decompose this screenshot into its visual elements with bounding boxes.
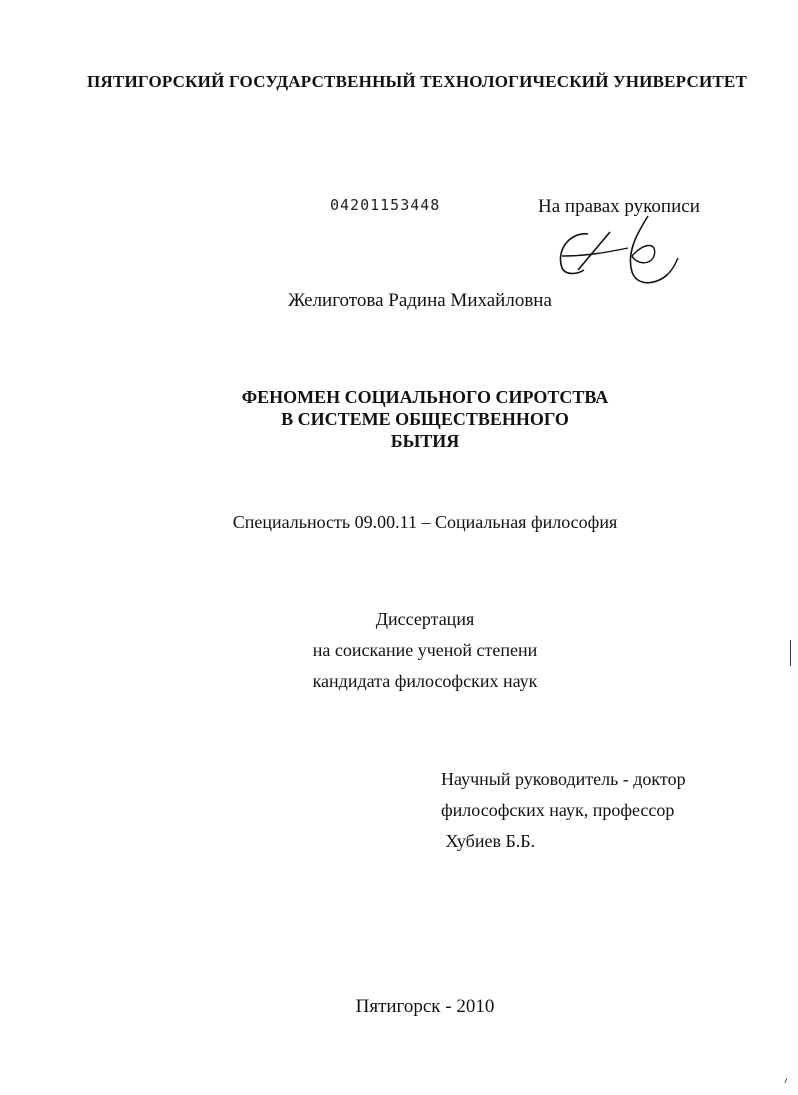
author-name: Желиготова Радина Михайловна xyxy=(288,290,552,311)
thesis-description xyxy=(0,604,798,697)
supervisor-line: Научный руководитель - доктор xyxy=(441,769,686,789)
supervisor-line: философских наук, профессор xyxy=(441,800,675,820)
signature-icon xyxy=(548,212,688,296)
university-name: ПЯТИГОРСКИЙ ГОСУДАРСТВЕННЫЙ ТЕХНОЛОГИЧЕСКИЙ УНИВЕРСИТЕТ xyxy=(87,72,747,91)
thesis-line: Диссертация xyxy=(375,609,475,629)
supervisor-line: Хубиев Б.Б. xyxy=(441,831,536,851)
title-line: БЫТИЯ xyxy=(390,431,460,451)
specialty-line: Специальность 09.00.11 – Социальная философия xyxy=(232,512,618,532)
manuscript-rights-label: На правах рукописи xyxy=(538,196,700,217)
thesis-line: на соискание ученой степени xyxy=(312,640,538,660)
document-number: 04201153448 xyxy=(330,196,441,214)
title-line: ФЕНОМЕН СОЦИАЛЬНОГО СИРОТСТВА xyxy=(241,387,609,407)
thesis-line: кандидата философских наук xyxy=(312,671,538,691)
margin-mark xyxy=(790,640,791,666)
title-line: В СИСТЕМЕ ОБЩЕСТВЕННОГО xyxy=(281,409,569,429)
supervisor-block xyxy=(441,764,686,857)
corner-mark-icon xyxy=(784,1078,788,1083)
city-year: Пятигорск - 2010 xyxy=(355,996,495,1017)
dissertation-title xyxy=(0,386,798,452)
